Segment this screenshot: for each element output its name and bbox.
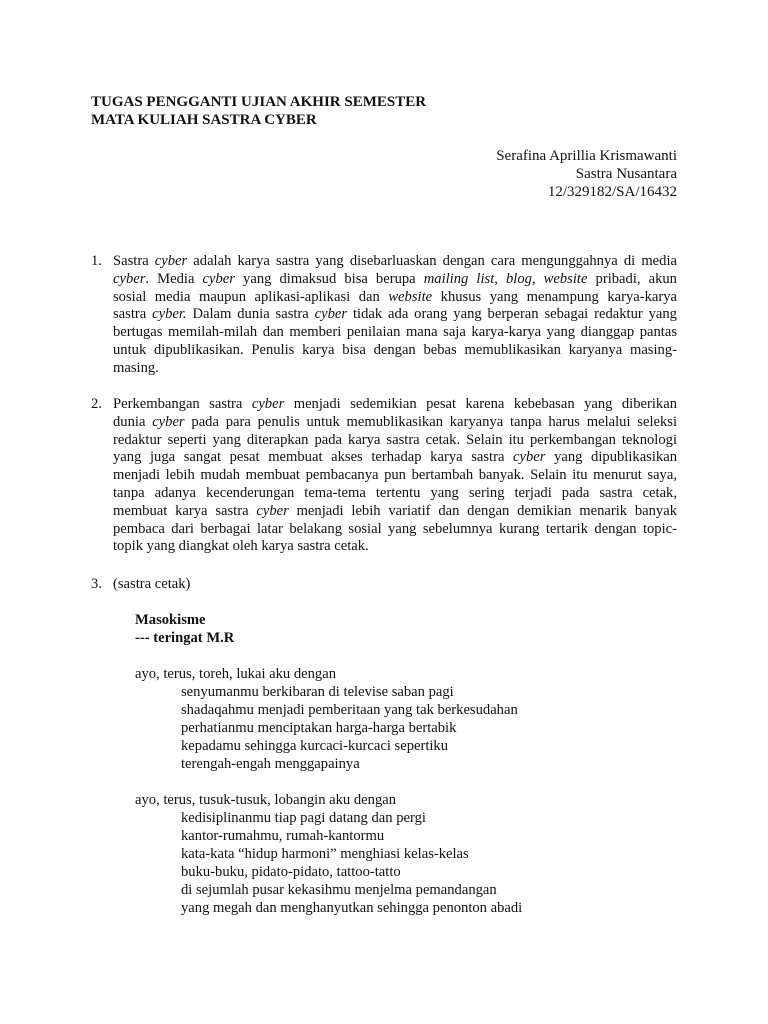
poem [135,611,234,647]
author-program: Sastra Nusantara [575,166,677,182]
poem-dedication: --- teringat M.R [135,630,235,646]
stanza-line: kata-kata “hidup harmoni” menghiasi kelas-kelas [181,846,469,862]
author-name: Serafina Aprillia Krismawanti [496,148,677,164]
paragraph-line: yang juga sangat pesat membuat akses terhadap karya sastra cyber yang dipublikasikan [113,449,677,466]
paragraph-line: topik yang diangkat oleh karya sastra cetak. [113,538,369,555]
paragraph-line: menjadi lebih mudah membuat pembacanya pun bertambah banyak. Selain itu menurut saya, [113,467,677,484]
paragraph-line: (sastra cetak) [113,576,191,592]
stanza-line: kepadamu sehingga kurcaci-kurcaci sepertiku [181,738,449,754]
paragraph-line: cyber. Media cyber yang dimaksud bisa berupa mailing list, blog, website pribadi, akun [113,270,677,287]
item-number: 1. [91,253,102,269]
item-body [113,576,677,594]
document-title [91,93,426,129]
paragraph-line: sastra cyber. Dalam dunia sastra cyber tidak ada orang yang berperan sebagai redaktur yang [113,306,677,323]
paragraph-line: dunia cyber pada para penulis untuk memublikasikan karyanya tanpa harus melalui seleksi [113,413,678,430]
stanza-line: kedisiplinanmu tiap pagi datang dan pergi [181,810,426,826]
paragraph-line: Perkembangan sastra cyber menjadi sedemikian pesat karena kebebasan yang diberikan [113,396,677,412]
item-number: 2. [91,396,102,412]
paragraph-line: masing. [113,359,159,376]
author-student-id: 12/329182/SA/16432 [547,184,677,200]
stanza-line: senyumanmu berkibaran di televise saban pagi [181,684,454,700]
stanza-line: kantor-rumahmu, rumah-kantormu [181,828,385,844]
poem-title: Masokisme [135,612,206,628]
stanza-line: buku-buku, pidato-pidato, tattoo-tatto [181,864,401,880]
item-body [113,396,677,556]
stanza-line: perhatianmu menciptakan harga-harga bertabik [181,720,457,736]
title-line-2: MATA KULIAH SASTRA CYBER [91,112,317,128]
item-body [113,253,677,378]
stanza-first-line: ayo, terus, toreh, lukai aku dengan [135,666,337,682]
paragraph-line: tanpa adanya kecenderungan tema-tema tertentu yang sering terjadi pada sastra cetak, [113,484,677,501]
paragraph-line: membuat karya sastra cyber menjadi lebih variatif dan dengan demikian menarik banyak [113,502,677,519]
poem-stanza-2 [135,791,522,917]
paragraph-line: untuk dipublikasikan. Penulis karya bisa dengan bebas memublikasikan karyanya masing- [113,341,677,358]
paragraph-line: bertugas memilah-milah dan memberi penilaian mana saja karya-karya yang dianggap pantas [113,324,677,341]
stanza-line: terengah-engah menggapainya [181,756,360,772]
stanza-line: shadaqahmu menjadi pemberitaan yang tak berkesudahan [181,702,518,718]
poem-stanza-1 [135,665,518,773]
paragraph-line: redaktur seperti yang diterapkan pada karya sastra cetak. Selain itu perkembangan teknologi [113,431,677,448]
item-number: 3. [91,576,102,592]
stanza-line: di sejumlah pusar kekasihmu menjelma pemandangan [181,882,497,898]
paragraph-line: pembaca dari berbagai latar belakang sosial yang sebelumnya kurang tertarik dengan topic- [113,520,677,537]
author-block [496,147,677,201]
stanza-first-line: ayo, terus, tusuk-tusuk, lobangin aku dengan [135,792,397,808]
title-line-1: TUGAS PENGGANTI UJIAN AKHIR SEMESTER [91,94,427,110]
stanza-line: yang megah dan menghanyutkan sehingga penonton abadi [181,900,523,916]
paragraph-line: sosial media maupun aplikasi-aplikasi dan website khusus yang menampung karya-karya [113,288,677,305]
paragraph-line: Sastra cyber adalah karya sastra yang disebarluaskan dengan cara mengunggahnya di media [113,253,677,269]
